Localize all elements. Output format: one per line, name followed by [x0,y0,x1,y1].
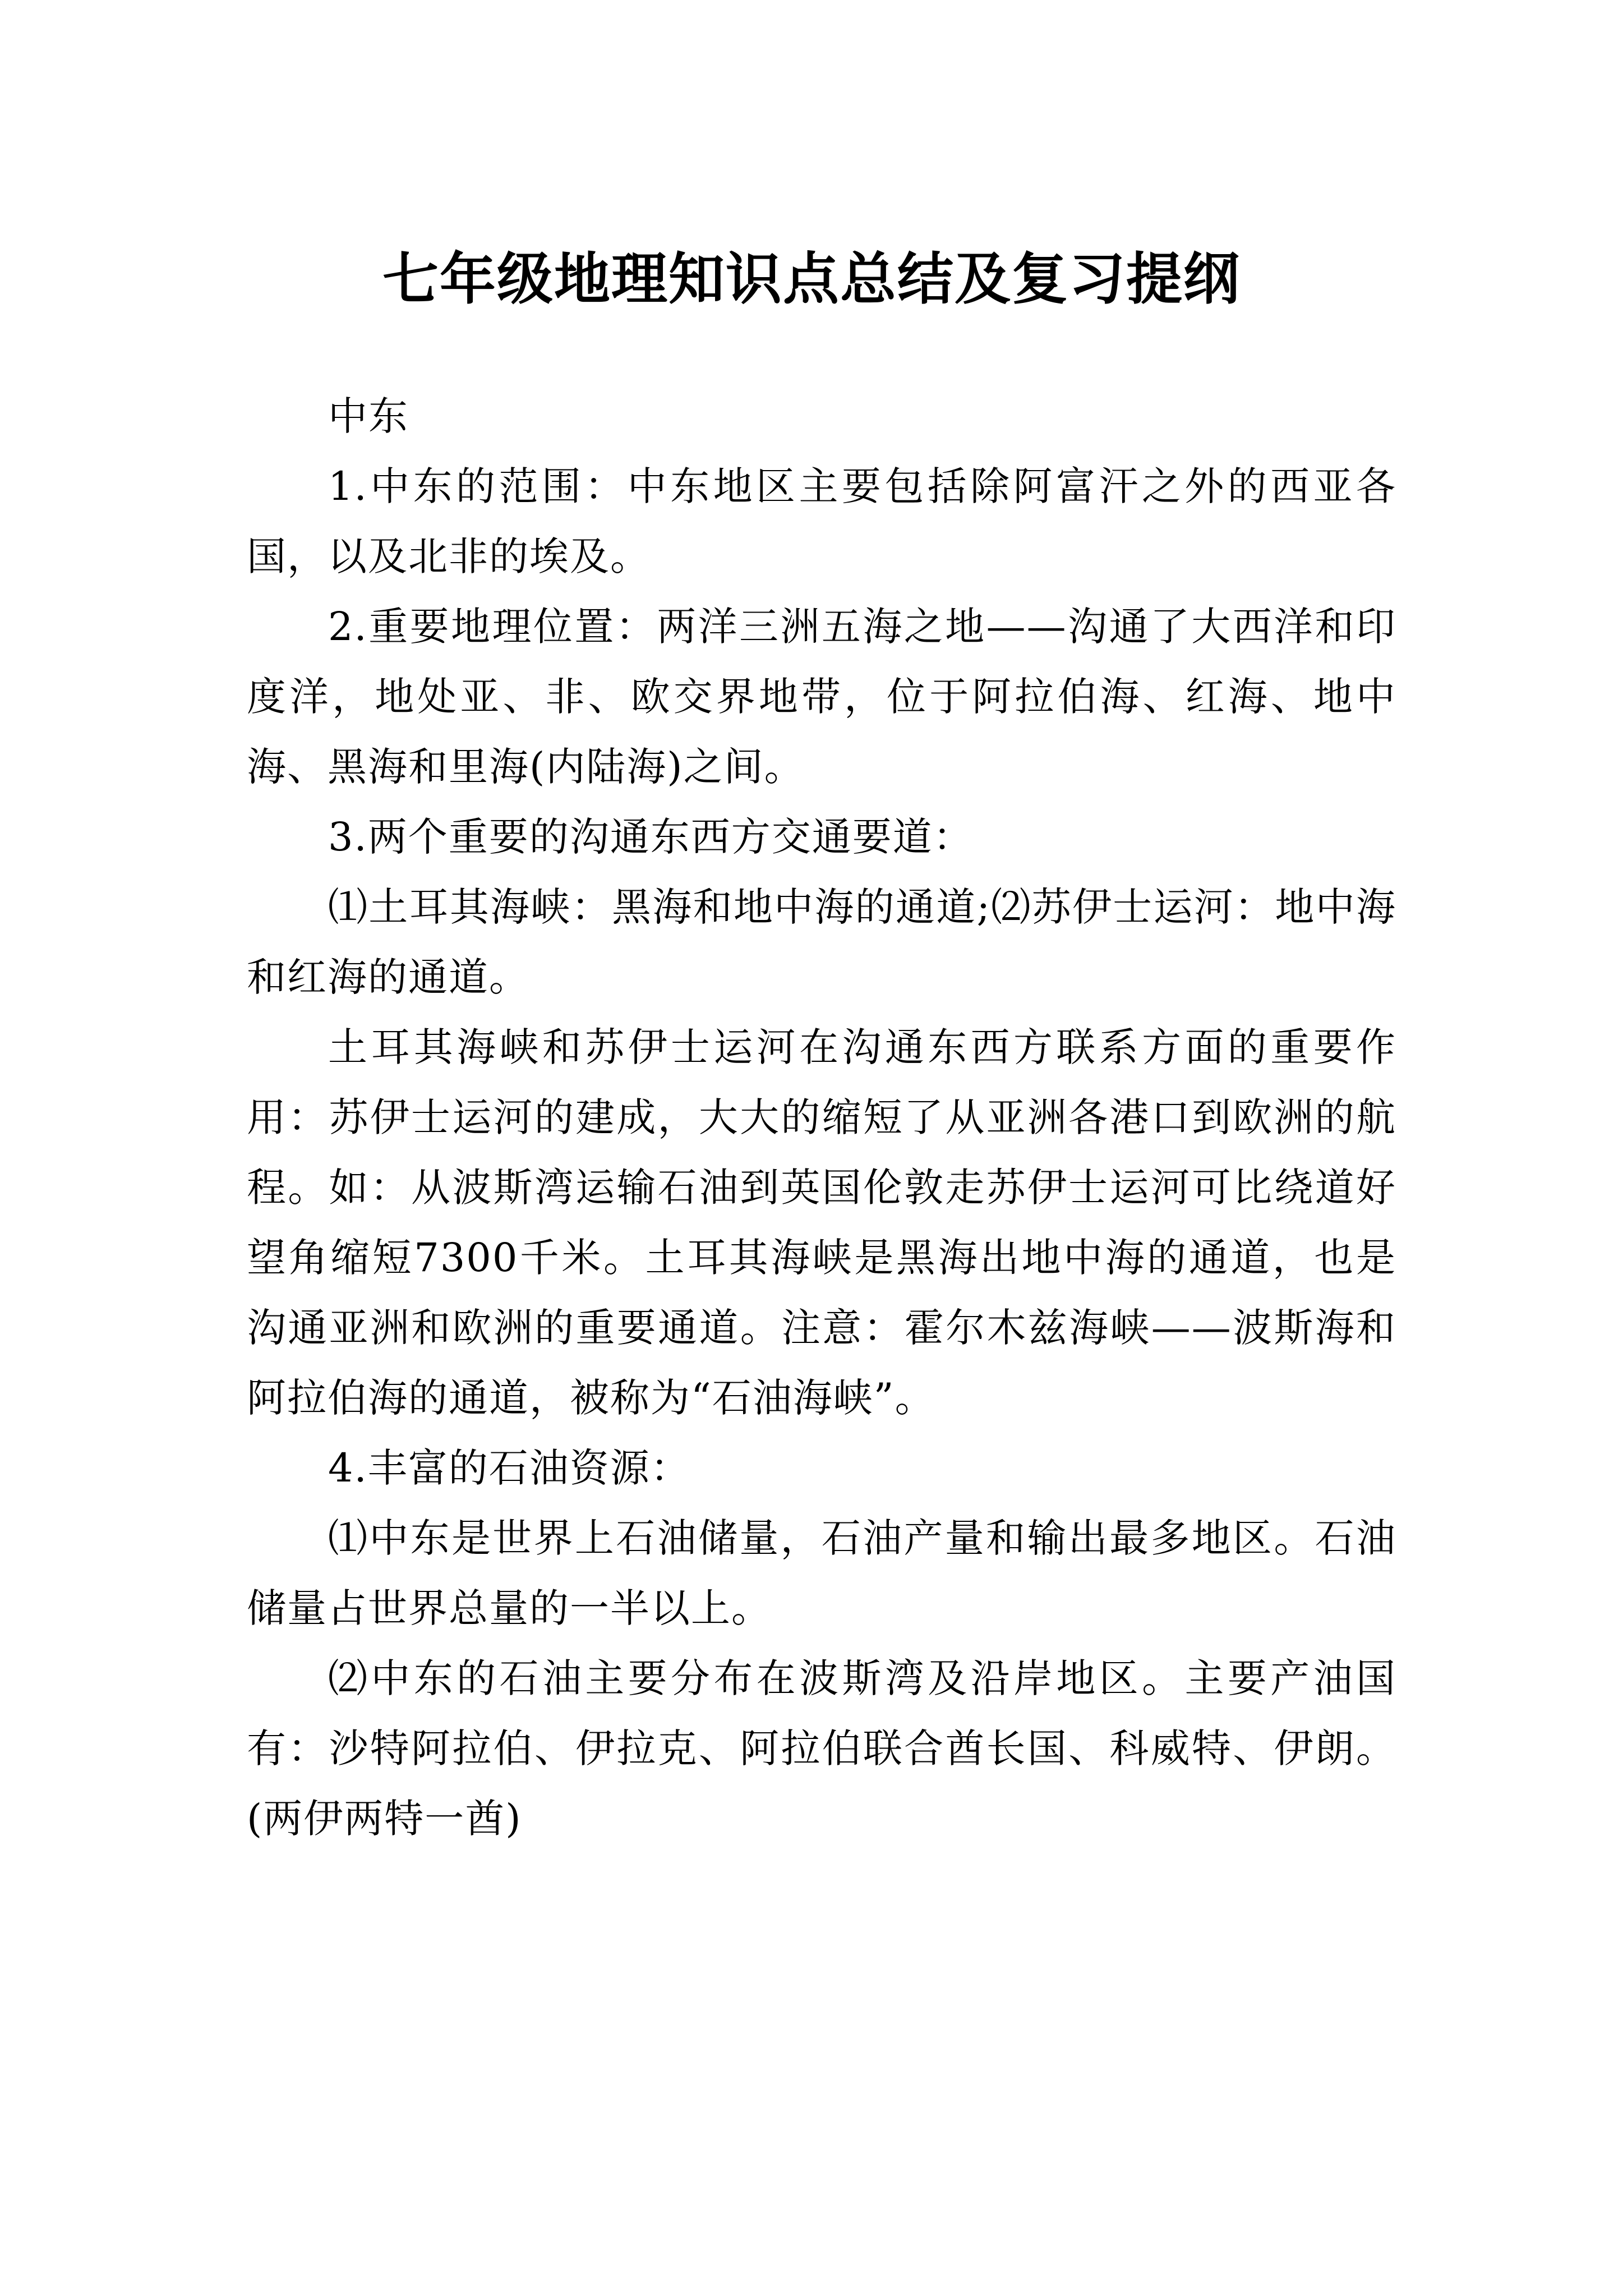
paragraph-location: 2.重要地理位置：两洋三洲五海之地——沟通了大西洋和印度洋，地处亚、非、欧交界地带，位于阿拉伯海、红海、地中海、黑海和里海(内陆海)之间。 [247,604,1396,790]
paragraph-routes-heading: 3.两个重要的沟通东西方交通要道： [328,814,974,860]
section-heading: 中东 [328,393,409,439]
paragraph-oil-heading: 4.丰富的石油资源： [328,1445,691,1491]
paragraph-routes-list: ⑴土耳其海峡：黑海和地中海的通道;⑵苏伊士运河：地中海和红海的通道。 [247,884,1396,1000]
document-body [247,370,1396,1854]
document-title: 七年级地理知识点总结及复习提纲 [382,246,1241,312]
paragraph-oil-reserves: ⑴中东是世界上石油储量，石油产量和输出最多地区。石油储量占世界总量的一半以上。 [247,1515,1396,1631]
paragraph-routes-importance: 土耳其海峡和苏伊士运河在沟通东西方联系方面的重要作用：苏伊士运河的建成，大大的缩短了从亚洲各港口到欧洲的航程。如：从波斯湾运输石油到英国伦敦走苏伊士运河可比绕道好望角缩短7300千米。土耳其海峡是黑海出地中海的通道，也是沟通亚洲和欧洲的重要通道。注意：霍尔木兹海峡——波斯海和阿拉伯海的通道，被称为“石油海峡”。 [247,1024,1396,1421]
paragraph-scope: 1.中东的范围：中东地区主要包括除阿富汗之外的西亚各国，以及北非的埃及。 [247,463,1396,579]
paragraph-oil-distribution: ⑵中东的石油主要分布在波斯湾及沿岸地区。主要产油国有：沙特阿拉伯、伊拉克、阿拉伯联合酋长国、科威特、伊朗。(两伊两特一酋) [247,1655,1396,1842]
